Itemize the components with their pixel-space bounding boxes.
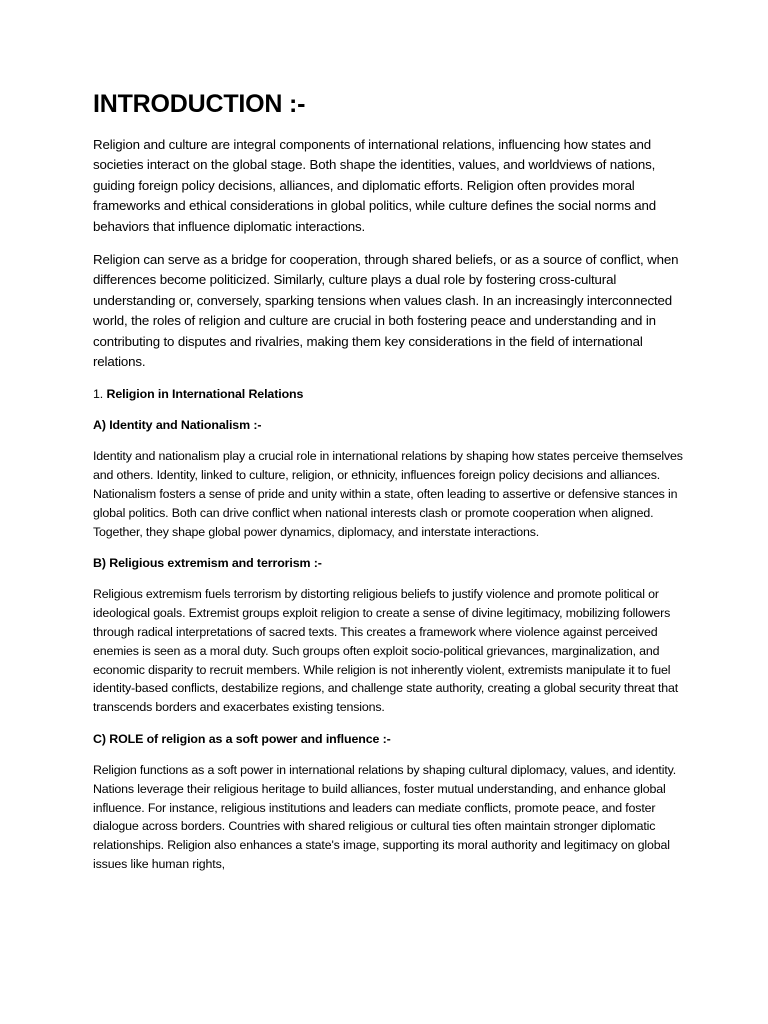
- section-1-heading: [93, 385, 683, 403]
- subsection-c-title: C) ROLE of religion as a soft power and influence :-: [93, 732, 391, 747]
- intro-paragraph-2: Religion can serve as a bridge for cooperation, through shared beliefs, or as a source of conflict, when differences become politicized. Similarly, culture plays a dual role by fostering cross-cultural understanding or, conversely, sparking tensions when values clash. In an increasingly interconnected world, the roles of religion and culture are crucial in both fostering peace and understanding and in contributing to disputes and rivalries, making them key considerations in the field of international relations.: [93, 252, 679, 370]
- document-title: INTRODUCTION :-: [93, 90, 306, 118]
- subsection-c-heading: [93, 730, 683, 748]
- subsection-b-title: B) Religious extremism and terrorism :-: [93, 556, 322, 571]
- document-page: [93, 87, 683, 887]
- subsection-b-heading: [93, 554, 683, 572]
- section-1-number: 1.: [93, 387, 107, 402]
- subsection-a-body: Identity and nationalism play a crucial role in international relations by shaping how states perceive themselves and others. Identity, linked to culture, religion, or ethnicity, influences foreign policy decisions and alliances. Nationalism fosters a sense of pride and unity within a state, often leading to assertive or defensive stances in global politics. Both can drive conflict when national interests clash or promote cooperation when aligned. Together, they shape global power dynamics, diplomacy, and interstate interactions.: [93, 449, 683, 539]
- subsection-a-title: A) Identity and Nationalism :-: [93, 418, 262, 433]
- section-1-title: Religion in International Relations: [106, 387, 304, 402]
- intro-paragraph-1: Religion and culture are integral components of international relations, influencing how states and societies interact on the global stage. Both shape the identities, values, and worldviews of nations, guiding foreign policy decisions, alliances, and diplomatic efforts. Religion often provides moral frameworks and ethical considerations in global politics, while culture defines the social norms and behaviors that influence diplomatic interactions.: [93, 137, 656, 234]
- subsection-c-body: Religion functions as a soft power in international relations by shaping cultural diplomacy, values, and identity. Nations leverage their religious heritage to build alliances, foster mutual understanding, and enhance global influence. For instance, religious institutions and leaders can mediate conflicts, promote peace, and foster dialogue across borders. Countries with shared religious or cultural ties often maintain stronger diplomatic relationships. Religion also enhances a state's image, supporting its moral authority and legitimacy on global issues like human rights,: [93, 763, 677, 872]
- subsection-a-heading: [93, 416, 683, 434]
- subsection-b-body: Religious extremism fuels terrorism by distorting religious beliefs to justify violence and promote political or ideological goals. Extremist groups exploit religion to create a sense of divine legitimacy, mobilizing followers through radical interpretations of sacred texts. This creates a framework where violence against perceived enemies is seen as a moral duty. Such groups often exploit socio-political grievances, marginalization, and economic disparity to recruit members. While religion is not inherently violent, extremists manipulate it to fuel identity-based conflicts, destabilize regions, and challenge state authority, creating a global security threat that transcends borders and exacerbates existing tensions.: [93, 587, 679, 715]
